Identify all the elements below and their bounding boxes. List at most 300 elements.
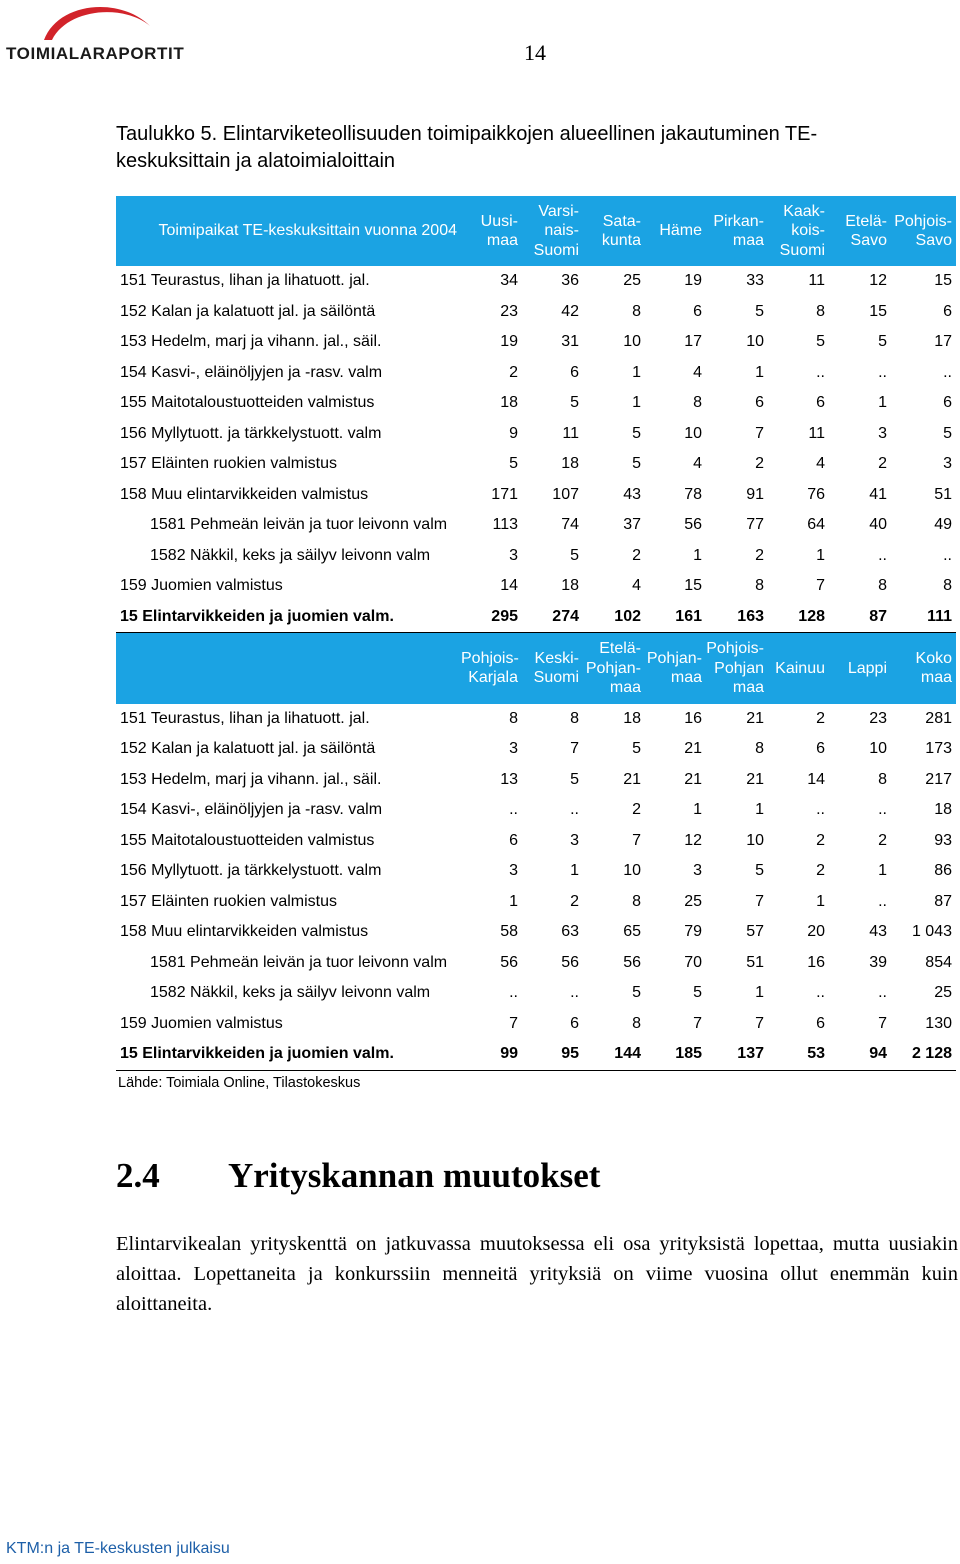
data-cell: 21 <box>623 770 641 788</box>
data-cell: 18 <box>623 709 641 727</box>
body-paragraph: Elintarvikealan yrityskenttä on jatkuvassa muutoksessa eli osa yrityksistä lopettaa, mutta uusiakin aloittaa. Lopettaneita ja konkurssiin menneitä yrityksiä on viime vuosina ollut enemmän kuin aloittaneita. <box>116 1233 958 1315</box>
table-row <box>116 948 956 979</box>
column-header-line: Sata- <box>602 212 641 230</box>
data-cell: 6 <box>943 394 952 412</box>
data-cell: 37 <box>623 516 641 534</box>
data-cell: 161 <box>645 602 706 633</box>
statistics-table <box>116 196 956 1071</box>
column-header-line: Karjala <box>468 669 518 687</box>
data-cell: 25 <box>934 984 952 1002</box>
column-header <box>522 196 583 266</box>
data-cell: 8 <box>509 709 518 727</box>
table-row <box>116 327 956 358</box>
data-cell: 23 <box>869 709 887 727</box>
data-cell: 7 <box>509 1014 518 1032</box>
column-header-line: Pohjan <box>714 659 764 677</box>
data-cell: 130 <box>925 1014 952 1032</box>
data-cell: 18 <box>561 455 579 473</box>
column-header-line: Keski- <box>534 649 579 667</box>
column-header-line: maa <box>486 232 518 249</box>
data-cell: 5 <box>816 333 825 351</box>
data-cell: 102 <box>583 602 645 633</box>
data-cell: 144 <box>583 1039 645 1070</box>
row-label: 155 Maitotaloustuotteiden valmistus <box>120 394 375 412</box>
column-header-line: Savo <box>915 232 952 249</box>
table-row <box>116 765 956 796</box>
data-cell: 1 <box>755 801 764 819</box>
table-row <box>116 510 956 541</box>
data-cell: 21 <box>746 770 764 788</box>
data-cell: 19 <box>684 272 702 290</box>
data-cell: 12 <box>684 831 702 849</box>
row-label: 153 Hedelm, marj ja vihann. jal., säil. <box>120 770 382 788</box>
data-cell: 56 <box>684 516 702 534</box>
data-cell: 171 <box>491 485 518 503</box>
table-row <box>116 571 956 602</box>
data-cell: 5 <box>943 424 952 442</box>
data-cell: 1 <box>816 546 825 564</box>
data-cell: 8 <box>632 892 641 910</box>
column-header-line: Pohjan- <box>646 649 702 667</box>
data-cell: 10 <box>684 424 702 442</box>
column-header-line: kois- <box>791 222 825 240</box>
column-header <box>768 633 829 704</box>
data-cell: 7 <box>816 577 825 595</box>
row-label: 155 Maitotaloustuotteiden valmistus <box>120 831 375 849</box>
table-row <box>116 826 956 857</box>
data-cell: 2 <box>816 831 825 849</box>
data-cell: 2 <box>632 801 641 819</box>
table-caption: Taulukko 5. Elintarviketeollisuuden toimipaikkojen alueellinen jakautuminen TE-keskuksittain ja alatoimialoittain <box>116 123 818 172</box>
data-cell: 5 <box>632 984 641 1002</box>
column-header <box>706 196 768 266</box>
data-cell: 10 <box>869 740 887 758</box>
column-header-line: Pohjois- <box>894 212 952 230</box>
table-row <box>116 978 956 1009</box>
row-label: 15 Elintarvikkeiden ja juomien valm. <box>116 1039 461 1070</box>
data-cell: 17 <box>684 333 702 351</box>
data-cell: 5 <box>878 333 887 351</box>
row-label: 156 Myllytuott. ja tärkkelystuott. valm <box>120 424 382 442</box>
data-cell: 4 <box>816 455 825 473</box>
data-cell: 137 <box>706 1039 768 1070</box>
data-cell: 8 <box>878 770 887 788</box>
data-cell: 5 <box>570 770 579 788</box>
data-cell: 74 <box>561 516 579 534</box>
column-header-line: Etelä- <box>845 212 887 230</box>
data-cell: .. <box>509 801 518 819</box>
row-label: 159 Juomien valmistus <box>120 1014 283 1032</box>
column-header-line: maa <box>732 232 764 249</box>
column-header-line: Kainuu <box>775 659 825 677</box>
data-cell: .. <box>570 801 579 819</box>
row-label: 158 Muu elintarvikkeiden valmistus <box>120 923 369 941</box>
total-row <box>116 602 956 633</box>
data-cell: 1 <box>632 363 641 381</box>
data-cell: 36 <box>561 272 579 290</box>
data-cell: 3 <box>693 862 702 880</box>
data-cell: 128 <box>768 602 829 633</box>
data-cell: 87 <box>934 892 952 910</box>
source-note: Lähde: Toimiala Online, Tilastokeskus <box>118 1075 361 1091</box>
data-cell: 25 <box>623 272 641 290</box>
data-cell: 6 <box>816 740 825 758</box>
column-header-line: Kaak- <box>783 202 825 220</box>
data-cell: 17 <box>934 333 952 351</box>
column-header-line: maa <box>732 679 764 696</box>
table-row <box>116 358 956 389</box>
table-row <box>116 734 956 765</box>
data-cell: 11 <box>808 424 825 442</box>
column-header-line: Varsi- <box>538 202 579 220</box>
data-cell: 76 <box>807 485 825 503</box>
data-cell: 39 <box>869 953 887 971</box>
data-cell: 1 <box>693 801 702 819</box>
data-cell: 78 <box>684 485 702 503</box>
column-header-line: Savo <box>850 232 887 249</box>
data-cell: 31 <box>561 333 579 351</box>
data-cell: 56 <box>623 953 641 971</box>
data-cell: 107 <box>552 485 579 503</box>
row-label: 154 Kasvi-, eläinöljyjen ja -rasv. valm <box>120 801 383 819</box>
data-cell: .. <box>943 363 952 381</box>
data-cell: 15 <box>869 302 887 320</box>
footer-text: KTM:n ja TE-keskusten julkaisu <box>6 1540 230 1557</box>
data-cell: 70 <box>684 953 702 971</box>
data-cell: 51 <box>934 485 952 503</box>
row-label: 1582 Näkkil, keks ja säilyv leivonn valm <box>150 984 431 1002</box>
column-header-line: nais- <box>544 222 579 240</box>
column-header <box>522 633 583 704</box>
data-cell: 64 <box>807 516 825 534</box>
data-cell: 8 <box>943 577 952 595</box>
data-cell: 21 <box>684 740 702 758</box>
column-header-line: Suomi <box>533 241 579 259</box>
column-header-line: Häme <box>659 222 702 240</box>
data-cell: 2 <box>878 831 887 849</box>
data-cell: 12 <box>869 272 887 290</box>
table-row <box>116 541 956 572</box>
column-header <box>768 196 829 266</box>
column-header <box>891 196 956 266</box>
toimialaraportit-logo <box>0 0 185 70</box>
data-cell: 217 <box>925 770 952 788</box>
data-cell: 2 <box>878 455 887 473</box>
column-header <box>645 633 706 704</box>
row-label: 159 Juomien valmistus <box>120 577 283 595</box>
data-cell: 1 <box>878 394 887 412</box>
data-cell: 9 <box>509 424 518 442</box>
data-cell: 6 <box>570 1014 579 1032</box>
page-number: 14 <box>524 40 546 65</box>
data-cell: 99 <box>461 1039 522 1070</box>
data-cell: 3 <box>509 546 518 564</box>
data-cell: 1 <box>509 892 518 910</box>
data-cell: 2 <box>570 892 579 910</box>
data-cell: 21 <box>684 770 702 788</box>
data-cell: 65 <box>623 923 641 941</box>
column-header <box>829 196 891 266</box>
table-title-cell: Toimipaikat TE-keskuksittain vuonna 2004 <box>116 196 461 266</box>
data-cell: 3 <box>570 831 579 849</box>
data-cell: 2 <box>816 709 825 727</box>
row-label: 151 Teurastus, lihan ja lihatuott. jal. <box>120 709 370 727</box>
data-cell: 7 <box>755 892 764 910</box>
data-cell: 57 <box>746 923 764 941</box>
data-cell: 49 <box>934 516 952 534</box>
data-cell: 8 <box>632 302 641 320</box>
table-row <box>116 480 956 511</box>
data-cell: 8 <box>755 577 764 595</box>
row-label: 1582 Näkkil, keks ja säilyv leivonn valm <box>150 546 431 564</box>
data-cell: 10 <box>623 333 641 351</box>
data-cell: 5 <box>632 424 641 442</box>
data-cell: 4 <box>632 577 641 595</box>
column-header-line: kunta <box>601 232 641 249</box>
data-cell: 18 <box>561 577 579 595</box>
data-cell: 7 <box>632 831 641 849</box>
data-cell: .. <box>816 363 825 381</box>
data-cell: 4 <box>693 455 702 473</box>
data-cell: 854 <box>925 953 952 971</box>
row-label: 156 Myllytuott. ja tärkkelystuott. valm <box>120 862 382 880</box>
data-cell: 58 <box>500 923 518 941</box>
row-label: 152 Kalan ja kalatuott jal. ja säilöntä <box>120 740 376 758</box>
data-cell: .. <box>878 546 887 564</box>
column-header-line: Pirkan- <box>713 212 764 230</box>
data-cell: 7 <box>693 1014 702 1032</box>
data-cell: 6 <box>570 363 579 381</box>
data-cell: 8 <box>816 302 825 320</box>
data-cell: 2 128 <box>891 1039 956 1070</box>
data-cell: .. <box>816 801 825 819</box>
data-cell: 11 <box>562 424 579 442</box>
data-cell: 5 <box>509 455 518 473</box>
data-cell: 23 <box>500 302 518 320</box>
data-cell: 1 <box>755 363 764 381</box>
data-cell: 6 <box>816 1014 825 1032</box>
data-cell: 21 <box>746 709 764 727</box>
data-cell: 6 <box>755 394 764 412</box>
row-label: 157 Eläinten ruokien valmistus <box>120 892 338 910</box>
data-cell: 91 <box>746 485 764 503</box>
data-cell: 4 <box>693 363 702 381</box>
data-cell: .. <box>878 892 887 910</box>
data-cell: 7 <box>755 424 764 442</box>
column-header-line: maa <box>670 669 702 687</box>
column-header-line: Pohjan- <box>585 659 641 677</box>
column-header-line: Pohjois- <box>706 640 764 657</box>
data-cell: 41 <box>869 485 887 503</box>
section-title: Yrityskannan muutokset <box>228 1156 601 1195</box>
column-header-line: Suomi <box>533 669 579 687</box>
section-number: 2.4 <box>116 1156 160 1195</box>
column-header <box>583 196 645 266</box>
data-cell: 43 <box>623 485 641 503</box>
data-cell: 40 <box>869 516 887 534</box>
table-row <box>116 795 956 826</box>
table-row <box>116 266 956 297</box>
data-cell: .. <box>878 984 887 1002</box>
column-header-line: Lappi <box>847 659 887 677</box>
data-cell: 10 <box>746 831 764 849</box>
column-header <box>829 633 891 704</box>
row-label: 1581 Pehmeän leivän ja tuor leivonn valm <box>150 516 448 534</box>
table-header-row <box>116 196 956 266</box>
data-cell: 95 <box>522 1039 583 1070</box>
logo-text: TOIMIALARAPORTIT <box>6 44 185 63</box>
data-cell: 16 <box>684 709 702 727</box>
data-cell: 113 <box>492 516 518 534</box>
data-cell: 3 <box>509 862 518 880</box>
data-cell: 6 <box>816 394 825 412</box>
column-header-line: Etelä- <box>599 640 641 657</box>
data-cell: 1 <box>816 892 825 910</box>
data-cell: 6 <box>509 831 518 849</box>
data-cell: 1 <box>878 862 887 880</box>
data-cell: 6 <box>943 302 952 320</box>
data-cell: 51 <box>746 953 764 971</box>
column-header <box>706 633 768 704</box>
column-header <box>583 633 645 704</box>
data-cell: 63 <box>561 923 579 941</box>
column-header-line: maa <box>920 669 952 687</box>
data-cell: .. <box>878 801 887 819</box>
data-cell: 5 <box>632 455 641 473</box>
table-header-blank <box>116 633 461 704</box>
data-cell: 3 <box>943 455 952 473</box>
data-cell: 43 <box>869 923 887 941</box>
column-header-line: Koko <box>915 649 952 667</box>
data-cell: 8 <box>570 709 579 727</box>
data-cell: 18 <box>934 801 952 819</box>
data-cell: 2 <box>755 455 764 473</box>
data-cell: 5 <box>755 302 764 320</box>
data-cell: 7 <box>755 1014 764 1032</box>
data-cell: 7 <box>878 1014 887 1032</box>
row-label: 153 Hedelm, marj ja vihann. jal., säil. <box>120 333 382 351</box>
data-cell: 93 <box>934 831 952 849</box>
data-cell: 3 <box>878 424 887 442</box>
data-cell: 42 <box>561 302 579 320</box>
data-cell: 11 <box>808 272 825 290</box>
data-cell: 8 <box>693 394 702 412</box>
logo-swoosh-icon <box>0 0 180 46</box>
data-cell: 18 <box>500 394 518 412</box>
data-cell: .. <box>570 984 579 1002</box>
table-row <box>116 419 956 450</box>
table-row <box>116 887 956 918</box>
data-cell: 87 <box>829 602 891 633</box>
data-cell: .. <box>878 363 887 381</box>
total-row <box>116 1039 956 1070</box>
data-cell: 16 <box>807 953 825 971</box>
data-cell: 1 <box>632 394 641 412</box>
table-row <box>116 704 956 735</box>
row-label: 157 Eläinten ruokien valmistus <box>120 455 338 473</box>
data-cell: 7 <box>570 740 579 758</box>
section-heading <box>116 1156 600 1196</box>
data-cell: 274 <box>522 602 583 633</box>
column-header-line: Pohjois- <box>461 649 519 667</box>
data-cell: 5 <box>693 984 702 1002</box>
data-cell: 5 <box>570 394 579 412</box>
data-cell: 1 <box>570 862 579 880</box>
data-cell: 5 <box>755 862 764 880</box>
data-cell: 2 <box>509 363 518 381</box>
data-cell: .. <box>816 984 825 1002</box>
table-row <box>116 917 956 948</box>
data-cell: 10 <box>623 862 641 880</box>
table-row <box>116 297 956 328</box>
data-cell: 111 <box>891 602 956 633</box>
data-cell: 8 <box>755 740 764 758</box>
data-cell: 34 <box>500 272 518 290</box>
data-cell: .. <box>509 984 518 1002</box>
data-cell: 173 <box>925 740 952 758</box>
data-cell: 19 <box>500 333 518 351</box>
table-row <box>116 856 956 887</box>
column-header <box>645 196 706 266</box>
table-header-row <box>116 633 956 704</box>
table-row <box>116 449 956 480</box>
row-label: 158 Muu elintarvikkeiden valmistus <box>120 485 369 503</box>
data-cell: 3 <box>509 740 518 758</box>
data-cell: 86 <box>934 862 952 880</box>
row-label: 15 Elintarvikkeiden ja juomien valm. <box>116 602 461 633</box>
data-cell: 1 <box>755 984 764 1002</box>
data-cell: 163 <box>706 602 768 633</box>
row-label: 151 Teurastus, lihan ja lihatuott. jal. <box>120 272 370 290</box>
data-cell: 5 <box>570 546 579 564</box>
column-header-line: Suomi <box>779 241 825 259</box>
data-cell: 14 <box>807 770 825 788</box>
data-cell: 15 <box>684 577 702 595</box>
data-cell: .. <box>943 546 952 564</box>
data-cell: 94 <box>829 1039 891 1070</box>
data-cell: 5 <box>632 740 641 758</box>
data-cell: 20 <box>807 923 825 941</box>
data-cell: 79 <box>684 923 702 941</box>
table-row <box>116 1009 956 1040</box>
data-cell: 1 043 <box>911 923 952 941</box>
data-cell: 281 <box>925 709 952 727</box>
data-cell: 8 <box>632 1014 641 1032</box>
data-cell: 33 <box>746 272 764 290</box>
data-cell: 2 <box>755 546 764 564</box>
column-header <box>461 196 522 266</box>
table-row <box>116 388 956 419</box>
data-cell: 2 <box>816 862 825 880</box>
row-label: 152 Kalan ja kalatuott jal. ja säilöntä <box>120 302 376 320</box>
data-cell: 15 <box>934 272 952 290</box>
data-cell: 295 <box>461 602 522 633</box>
data-cell: 10 <box>746 333 764 351</box>
row-label: 1581 Pehmeän leivän ja tuor leivonn valm <box>150 953 448 971</box>
data-cell: 8 <box>878 577 887 595</box>
data-cell: 53 <box>768 1039 829 1070</box>
data-cell: 56 <box>500 953 518 971</box>
data-cell: 13 <box>500 770 518 788</box>
data-cell: 77 <box>746 516 764 534</box>
column-header-line: Uusi- <box>480 212 518 230</box>
data-cell: 56 <box>561 953 579 971</box>
data-cell: 14 <box>500 577 518 595</box>
data-cell: 6 <box>693 302 702 320</box>
column-header-line: maa <box>609 679 641 696</box>
column-header <box>461 633 522 704</box>
data-cell: 185 <box>645 1039 706 1070</box>
